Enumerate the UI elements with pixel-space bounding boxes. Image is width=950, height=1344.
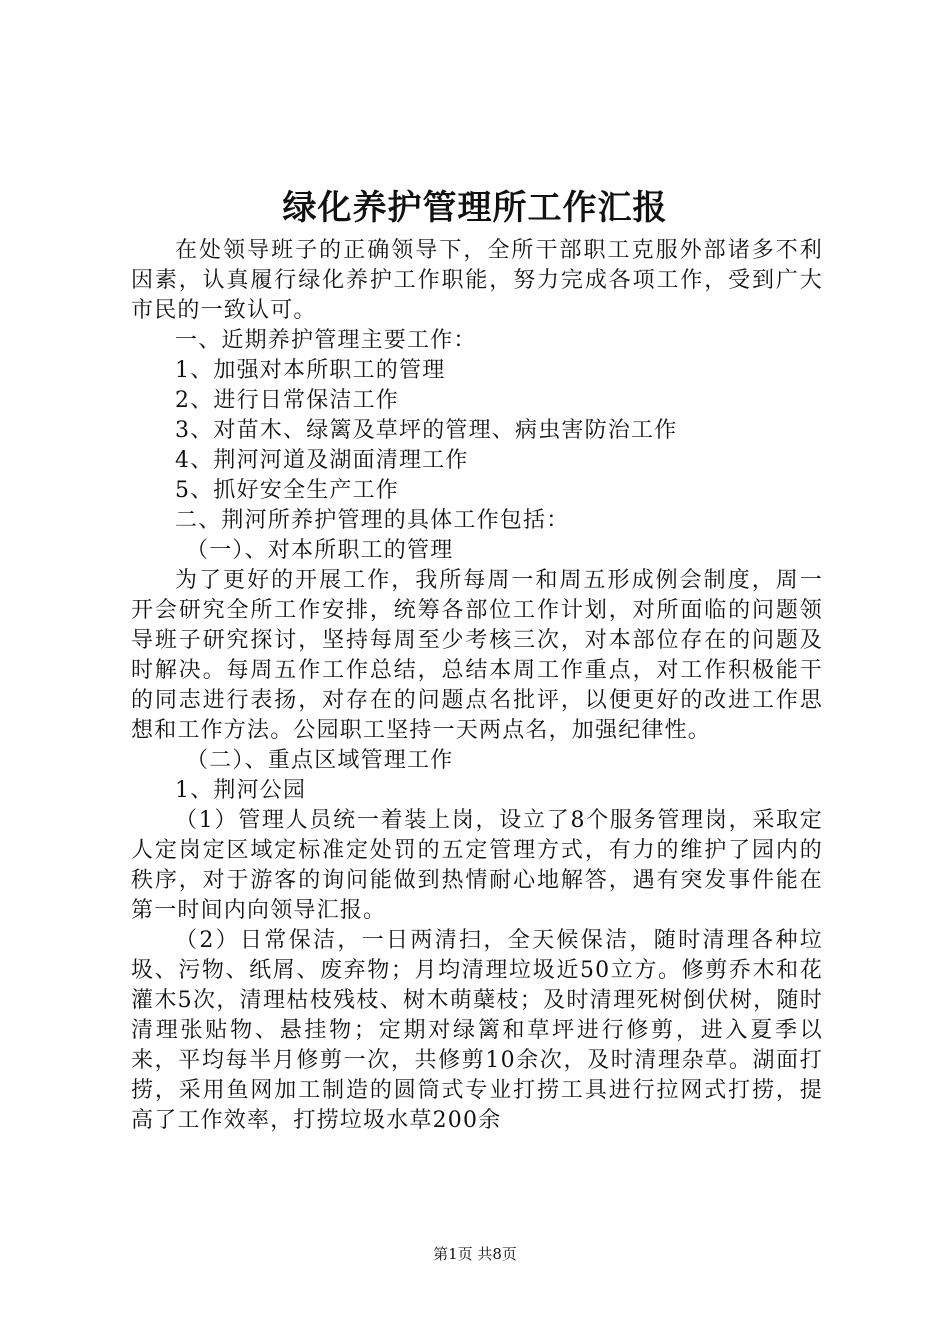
heading-section-2: 二、荆河所养护管理的具体工作包括：: [175, 508, 570, 533]
list-item-1: 1、加强对本所职工的管理: [175, 358, 446, 383]
page-footer: 第1页 共8页: [433, 1245, 517, 1263]
heading-section-1: 一、近期养护管理主要工作：: [175, 328, 477, 353]
list-item-2: 2、进行日常保洁工作: [175, 388, 399, 413]
list-item-4: 4、荆河河道及湖面清理工作: [175, 448, 469, 473]
paragraph-item-1: （1）管理人员统一着装上岗，设立了8个服务管理岗，采取定人定岗定区域定标准定处罚的五定管理方式，有力的维护了园内的秩序，对于游客的询问能做到热情耐心地解答，遇有突发事件能在第一时间内向领导汇报。: [131, 808, 823, 923]
document-title: 绿化养护管理所工作汇报: [282, 188, 668, 228]
subheading-jinghe-park: 1、荆河公园: [175, 778, 307, 803]
subheading-staff-management: （一）、对本所职工的管理: [186, 538, 454, 563]
document-body: [131, 236, 823, 1136]
paragraph-staff-management: 为了更好的开展工作，我所每周一和周五形成例会制度，周一开会研究全所工作安排，统筹各部位工作计划，对所面临的问题领导班子研究探讨，坚持每周至少考核三次，对本部位存在的问题及时解决。每周五作工作总结，总结本周工作重点，对工作积极能干的同志进行表扬，对存在的问题点名批评，以便更好的改进工作思想和工作方法。公园职工坚持一天两点名，加强纪律性。: [131, 568, 823, 743]
list-item-5: 5、抓好安全生产工作: [175, 478, 399, 503]
subheading-key-areas: （二）、重点区域管理工作: [186, 748, 454, 773]
paragraph-intro: 在处领导班子的正确领导下，全所干部职工克服外部诸多不利因素，认真履行绿化养护工作职能，努力完成各项工作，受到广大市民的一致认可。: [131, 238, 823, 323]
list-item-3: 3、对苗木、绿篱及草坪的管理、病虫害防治工作: [175, 418, 678, 443]
paragraph-item-2: （2）日常保洁，一日两清扫，全天候保洁，随时清理各种垃圾、污物、纸屑、废弃物；月均清理垃圾近50立方。修剪乔木和花灌木5次，清理枯枝残枝、树木萌蘖枝；及时清理死树倒伏树，随时清理张贴物、悬挂物；定期对绿篱和草坪进行修剪，进入夏季以来，平均每半月修剪一次，共修剪10余次，及时清理杂草。湖面打捞，采用鱼网加工制造的圆筒式专业打捞工具进行拉网式打捞，提高了工作效率，打捞垃圾水草200余: [131, 928, 823, 1133]
